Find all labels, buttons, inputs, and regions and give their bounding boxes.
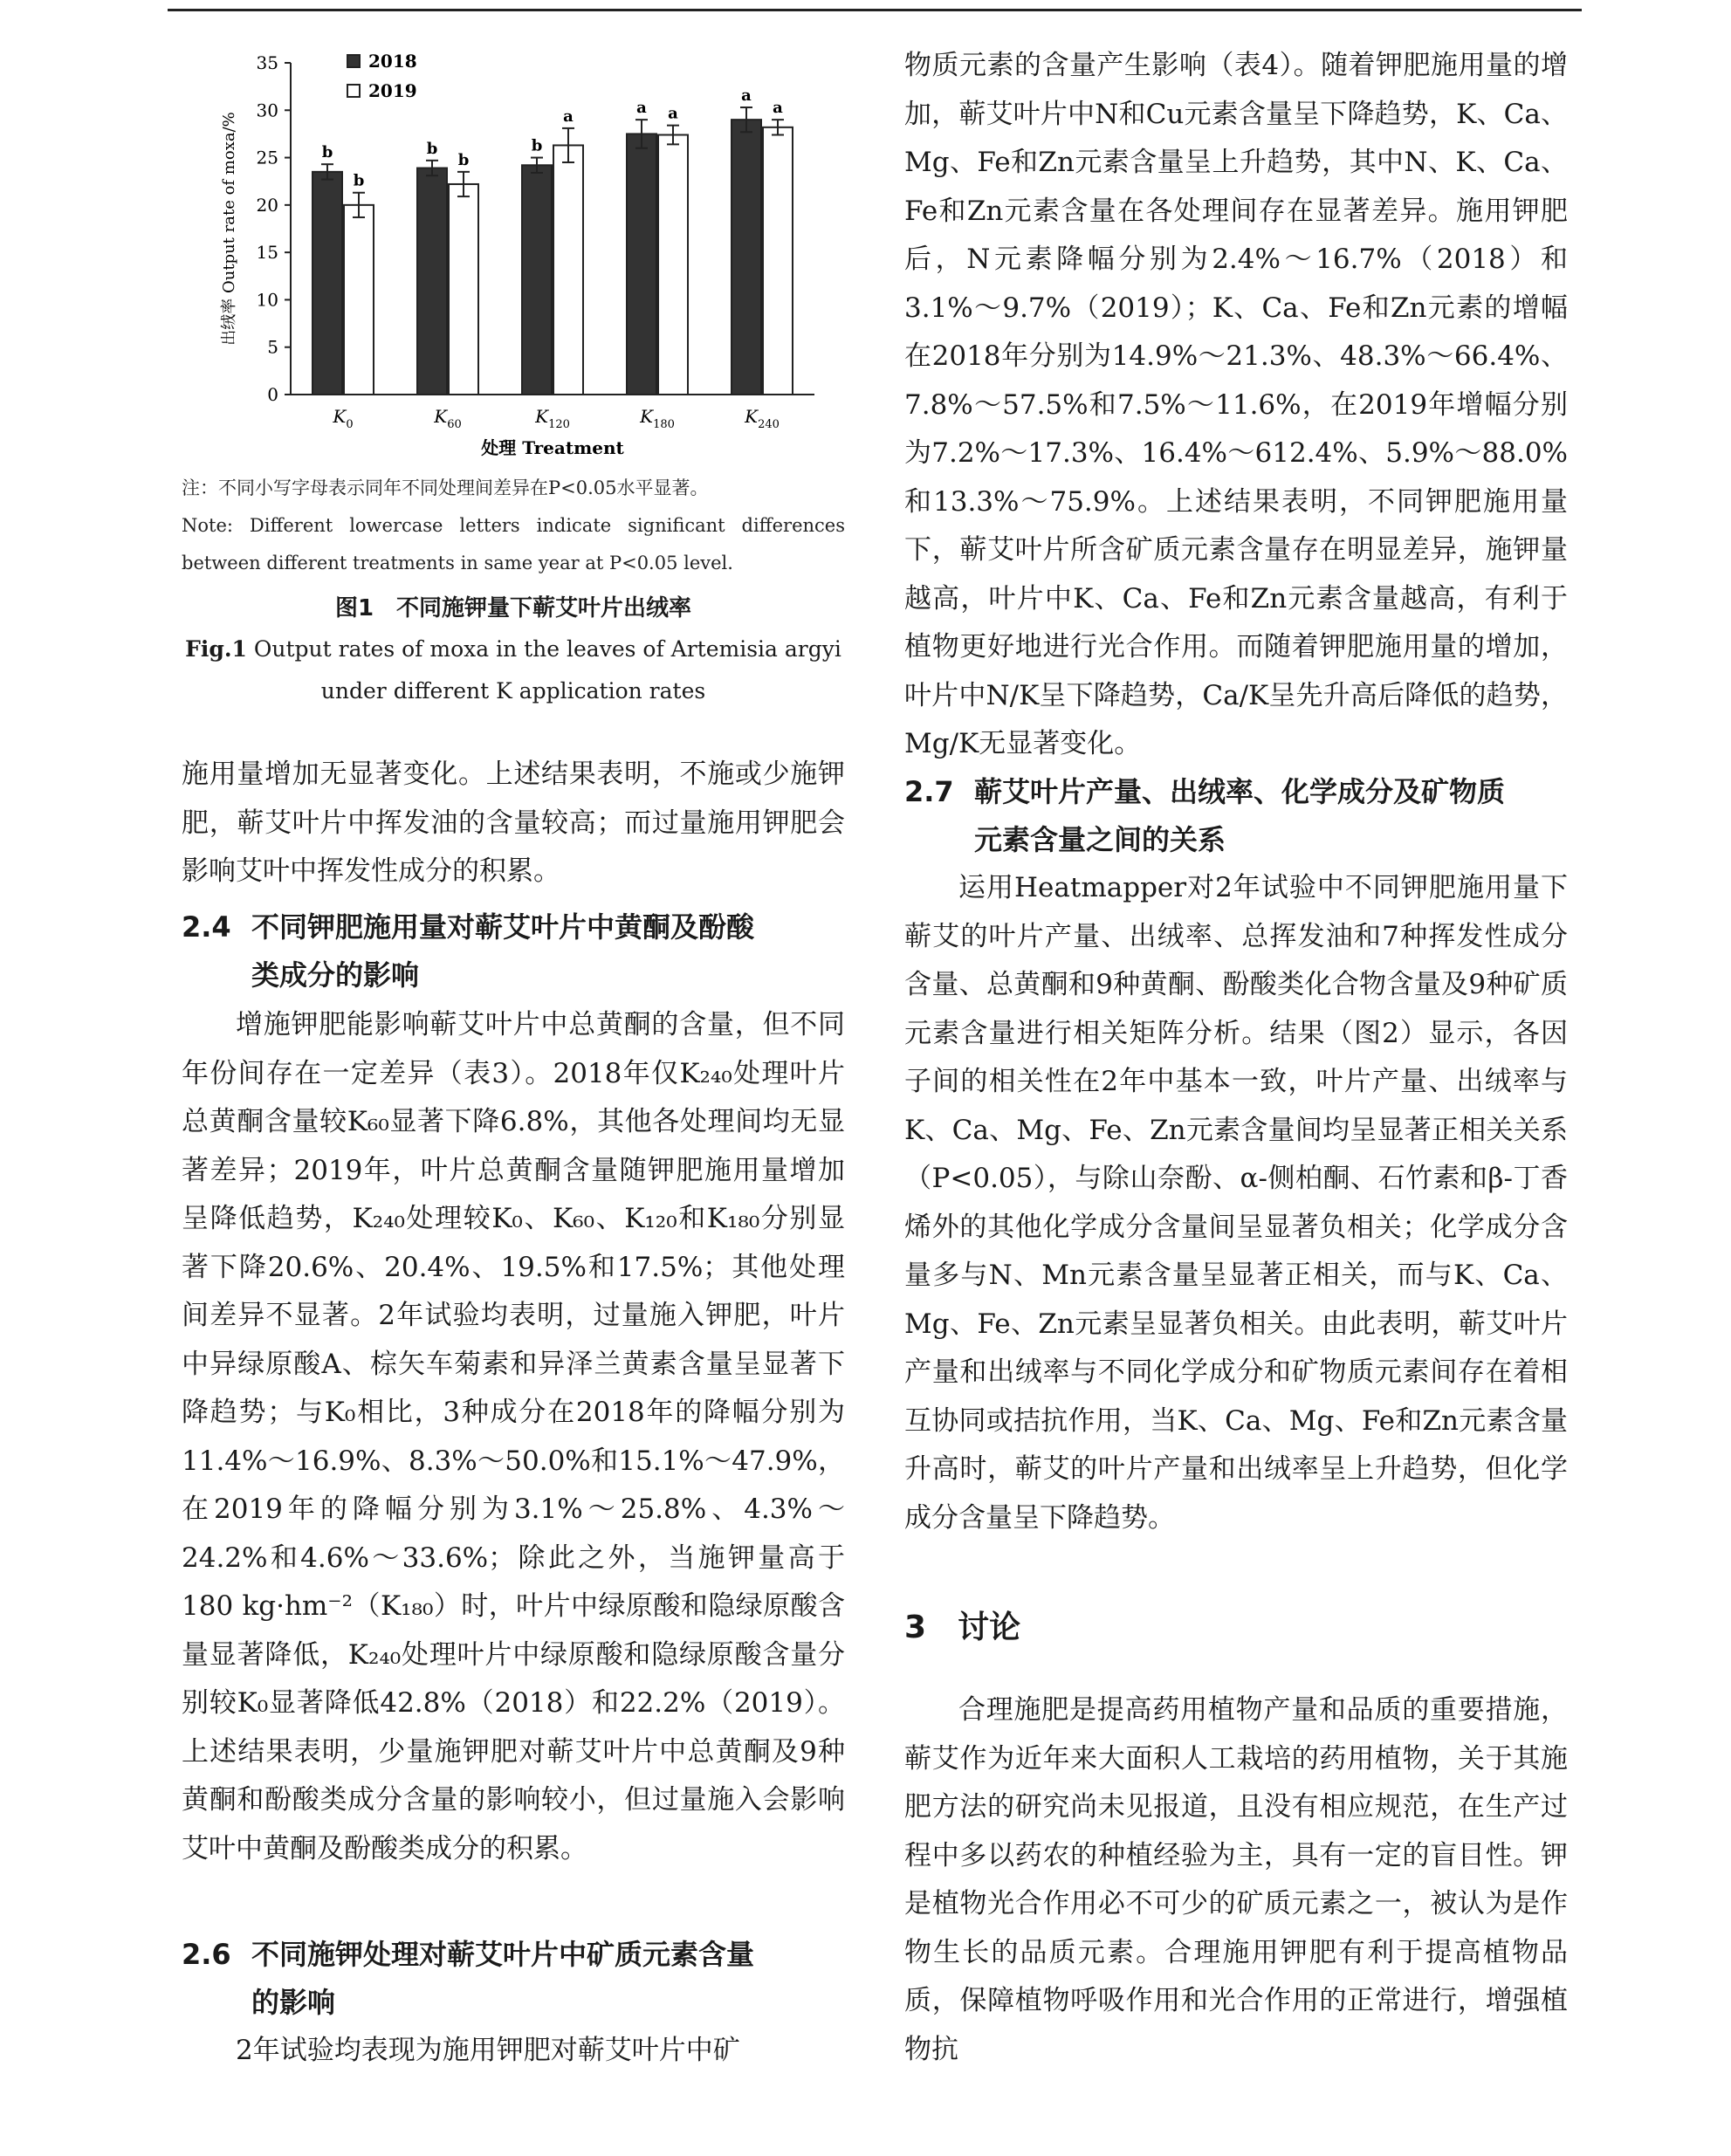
significance-letter: b [353,171,365,190]
y-tick-label: 25 [256,147,278,168]
legend-label-2018: 2018 [368,51,417,72]
bar-2019 [344,205,374,395]
bar-2018 [417,168,447,395]
y-tick-label: 30 [256,100,278,121]
section-heading-2-4 [182,903,845,999]
heading-number: 2.7 [904,775,954,808]
x-tick-label: $K_{240}$ [745,406,780,431]
x-tick-label: $K_{120}$ [535,406,570,431]
heading-line: 不同施钾处理对蕲艾叶片中矿质元素含量 [251,1938,755,1971]
figure-note-zh: 注：不同小写字母表示同年不同处理间差异在P<0.05水平显著。 [182,477,709,498]
significance-letter: b [426,139,438,158]
heading-number: 2.6 [182,1938,231,1971]
significance-letter: a [668,104,678,123]
significance-letter: a [563,106,574,126]
y-tick-label: 15 [256,242,278,264]
x-axis-label: 处理 Treatment [481,437,624,458]
significance-letter: a [773,99,783,118]
significance-letter: b [457,150,470,169]
heading-line: 元素含量之间的关系 [974,823,1226,856]
bar-2019 [553,145,583,395]
x-tick-label: $K_0$ [333,406,354,431]
figure-note [182,470,845,582]
right-paragraph-1: 物质元素的含量产生影响（表4）。随着钾肥施用量的增加，蕲艾叶片中N和Cu元素含量呈下降趋势，K、Ca、Mg、Fe和Zn元素含量呈上升趋势，其中N、K、Ca、Fe和Zn元素含量在各处理间存在显著差异。施用钾肥后，N元素降幅分别为2.4%～16.7%（2018）和3.1%～9.7%（2019）；K、Ca、Fe和Zn元素的增幅在2018年分别为14.9%～21.3%、48.3%～66.4%、7.8%～57.5%和7.5%～11.6%，在2019年增幅分别为7.2%～17.3%、16.4%～612.4%、5.9%～88.0%和13.3%～75.9%。上述结果表明，不同钾肥施用量下，蕲艾叶片所含矿质元素含量存在明显差异，施钾量越高，叶片中K、Ca、Fe和Zn元素含量越高，有利于植物更好地进行光合作用。而随着钾肥施用量的增加，叶片中N/K呈下降趋势，Ca/K呈先升高后降低的趋势，Mg/K无显著变化。 [904,50,1568,759]
left-paragraph-2: 增施钾肥能影响蕲艾叶片中总黄酮的含量，但不同年份间存在一定差异（表3）。2018年仅K₂₄₀处理叶片总黄酮含量较K₆₀显著下降6.8%，其他各处理间均无显著差异；2019年，叶片总黄酮含量随钾肥施用量增加呈降低趋势，K₂₄₀处理较K₀、K₆₀、K₁₂₀和K₁₈₀分别显著下降20.6%、20.4%、19.5%和17.5%；其他处理间差异不显著。2年试验均表明，过量施入钾肥，叶片中异绿原酸A、棕矢车菊素和异泽兰黄素含量呈显著下降趋势；与K₀相比，3种成分在2018年的降幅分别为11.4%～16.9%、8.3%～50.0%和15.1%～47.9%，在2019年的降幅分别为3.1%～25.8%、4.3%～24.2%和4.6%～33.6%；除此之外，当施钾量高于180 kg·hm⁻²（K₁₈₀）时，叶片中绿原酸和隐绿原酸含量显著降低，K₂₄₀处理叶片中绿原酸和隐绿原酸含量分别较K₀显著降低42.8%（2018）和22.2%（2019）。上述结果表明，少量施钾肥对蕲艾叶片中总黄酮及9种黄酮和酚酸类成分含量的影响较小，但过量施入会影响艾叶中黄酮及酚酸类成分的积累。 [182,1009,845,1864]
bar-2018 [732,120,761,395]
right-paragraph-3: 合理施肥是提高药用植物产量和品质的重要措施，蕲艾作为近年来大面积人工栽培的药用植物，关于其施肥方法的研究尚未见报道，且没有相应规范，在生产过程中多以药农的种植经验为主，具有一定的盲目性。钾是植物光合作用必不可少的矿质元素之一，被认为是作物生长的品质元素。合理施用钾肥有利于提高植物品质，保障植物呼吸作用和光合作用的正常进行，增强植物抗 [904,1694,1568,2065]
bar-2019 [658,135,688,395]
y-tick-label: 0 [267,384,278,405]
significance-letter: b [531,136,543,155]
bar-2019 [449,184,478,395]
heading-line: 不同钾肥施用量对蕲艾叶片中黄酮及酚酸 [251,910,755,944]
heading-line: 类成分的影响 [251,958,420,992]
x-tick-label: $K_{60}$ [434,406,462,431]
y-axis-label: 出绒率 Output rate of moxa/% [220,112,238,346]
figure-1-bar-chart [182,45,845,464]
section-heading-2-6 [182,1931,845,2027]
heading-line: 蕲艾叶片产量、出绒率、化学成分及矿物质 [974,775,1506,808]
y-tick-label: 35 [256,52,278,73]
figure-caption-text: Output rates of moxa in the leaves of Artemisia argyi under different K application rates [253,636,841,704]
header-rule [168,9,1582,11]
left-paragraph-1: 施用量增加无显著变化。上述结果表明，不施或少施钾肥，蕲艾叶片中挥发油的含量较高；而过量施用钾肥会影响艾叶中挥发性成分的积累。 [182,759,845,887]
figure-caption-zh: 图1 不同施钾量下蕲艾叶片出绒率 [334,595,692,621]
bar-2018 [522,165,552,395]
significance-letter: b [321,143,333,162]
right-paragraph-2: 运用Heatmapper对2年试验中不同钾肥施用量下蕲艾的叶片产量、出绒率、总挥发油和7种挥发性成分含量、总黄酮和9种黄酮、酚酸类化合物含量及9种矿质元素含量进行相关矩阵分析。结果（图2）显示，各因子间的相关性在2年中基本一致，叶片产量、出绒率与K、Ca、Mg、Fe、Zn元素含量间均呈显著正相关关系（P<0.05），与除山奈酚、α-侧柏酮、石竹素和β-丁香烯外的其他化学成分含量间呈显著负相关；化学成分含量多与N、Mn元素含量呈显著正相关，而与K、Ca、Mg、Fe、Zn元素呈显著负相关。由此表明，蕲艾叶片产量和出绒率与不同化学成分和矿物质元素间存在着相互协同或拮抗作用，当K、Ca、Mg、Fe和Zn元素含量升高时，蕲艾的叶片产量和出绒率呈上升趋势，但化学成分含量呈下降趋势。 [904,872,1568,1534]
section-heading-2-7 [904,768,1568,864]
heading-title: 讨论 [958,1610,1021,1645]
bar-2019 [763,127,793,395]
heading-line: 的影响 [251,1986,336,2019]
y-tick-label: 5 [267,336,278,358]
bar-2018 [313,172,342,395]
figure-caption-label: Fig.1 [185,636,247,662]
y-tick-label: 10 [256,289,278,311]
heading-number: 3 [904,1610,927,1645]
y-tick-label: 20 [256,194,278,216]
legend-label-2019: 2019 [368,80,417,101]
x-tick-label: $K_{180}$ [640,406,675,431]
legend-swatch-2018 [347,55,360,67]
significance-letter: a [741,86,752,106]
significance-letter: a [636,99,647,118]
heading-number: 2.4 [182,910,231,944]
legend-swatch-2019 [347,85,360,97]
bar-2018 [627,134,656,395]
figure-note-en: Note: Different lowercase letters indicate significant differences between different treatments in same year at P<0.05 level. [182,515,845,573]
section-heading-3 [904,1603,1020,1647]
figure-caption-en [182,628,845,712]
left-paragraph-3: 2年试验均表现为施用钾肥对蕲艾叶片中矿 [236,2035,740,2066]
